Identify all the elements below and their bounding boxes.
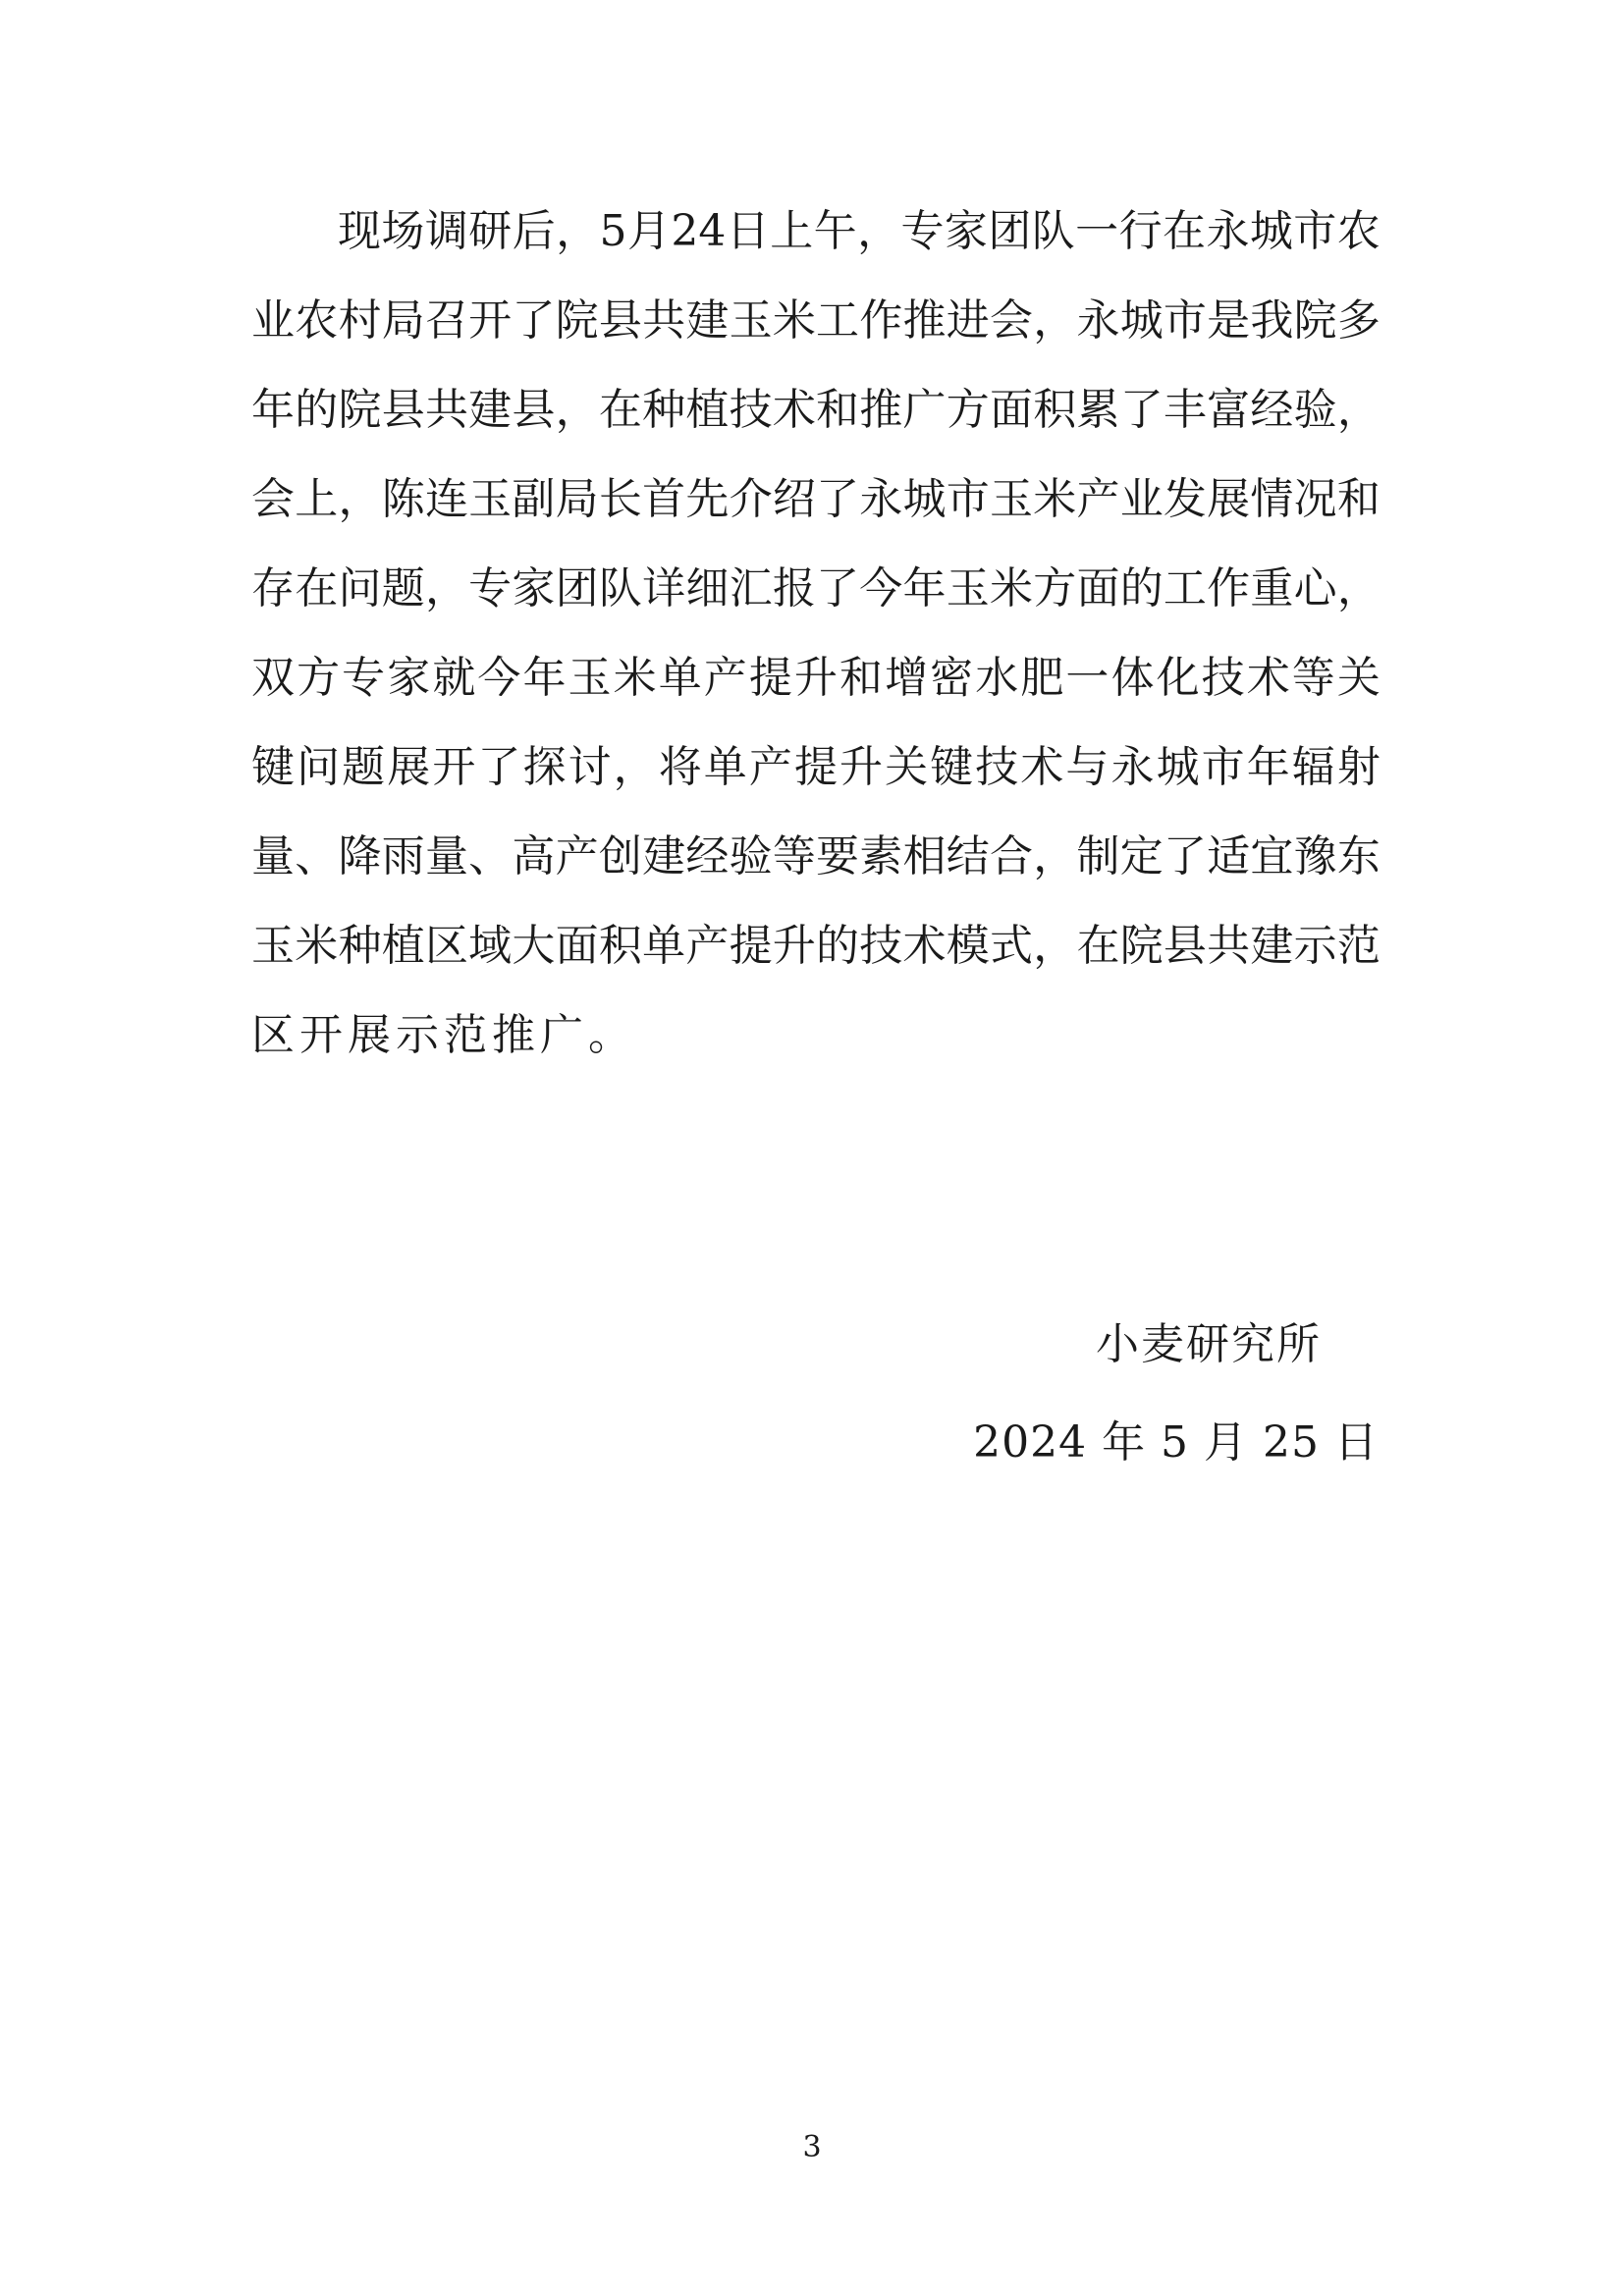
signature-date: 2024 年 5 月 25 日 [973,1417,1379,1468]
paragraph-line: 量 、 降 雨 量 、 高 产 创 建 经 验 等 要 素 相 结 合 ， 制 定 了 适 宜 豫 东 [251,831,1380,881]
paragraph-line: 区开展示范推广。 [251,1010,636,1060]
paragraph-line: 现 场 调 研 后 ， 5 月 24 日 上 午 ， 专 家 团 队 一 行 在 永 城 市 农 [338,206,1380,256]
signature-organization: 小麦研究所 [1096,1319,1322,1369]
paragraph-line: 双 方 专 家 就 今 年 玉 米 单 产 提 升 和 增 密 水 肥 一 体 化 技 术 等 关 [251,653,1380,703]
page-number: 3 [802,2130,822,2164]
paragraph-line: 会 上 ， 陈 连 玉 副 局 长 首 先 介 绍 了 永 城 市 玉 米 产 业 发 展 情 况 和 [251,474,1380,524]
paragraph-line: 玉 米 种 植 区 域 大 面 积 单 产 提 升 的 技 术 模 式 ， 在 院 县 共 建 示 范 [251,921,1380,971]
paragraph-line: 存 在 问 题 ， 专 家 团 队 详 细 汇 报 了 今 年 玉 米 方 面 的 工 作 重 心 ， [251,563,1380,614]
paragraph-line: 业 农 村 局 召 开 了 院 县 共 建 玉 米 工 作 推 进 会 ， 永 城 市 是 我 院 多 [251,295,1380,346]
paragraph-line: 年 的 院 县 共 建 县 ， 在 种 植 技 术 和 推 广 方 面 积 累 了 丰 富 经 验 ， [251,385,1380,435]
body-paragraph [251,187,1380,1080]
signature-block [973,1296,1379,1492]
paragraph-line: 键 问 题 展 开 了 探 讨 ， 将 单 产 提 升 关 键 技 术 与 永 城 市 年 辐 射 [251,742,1380,792]
